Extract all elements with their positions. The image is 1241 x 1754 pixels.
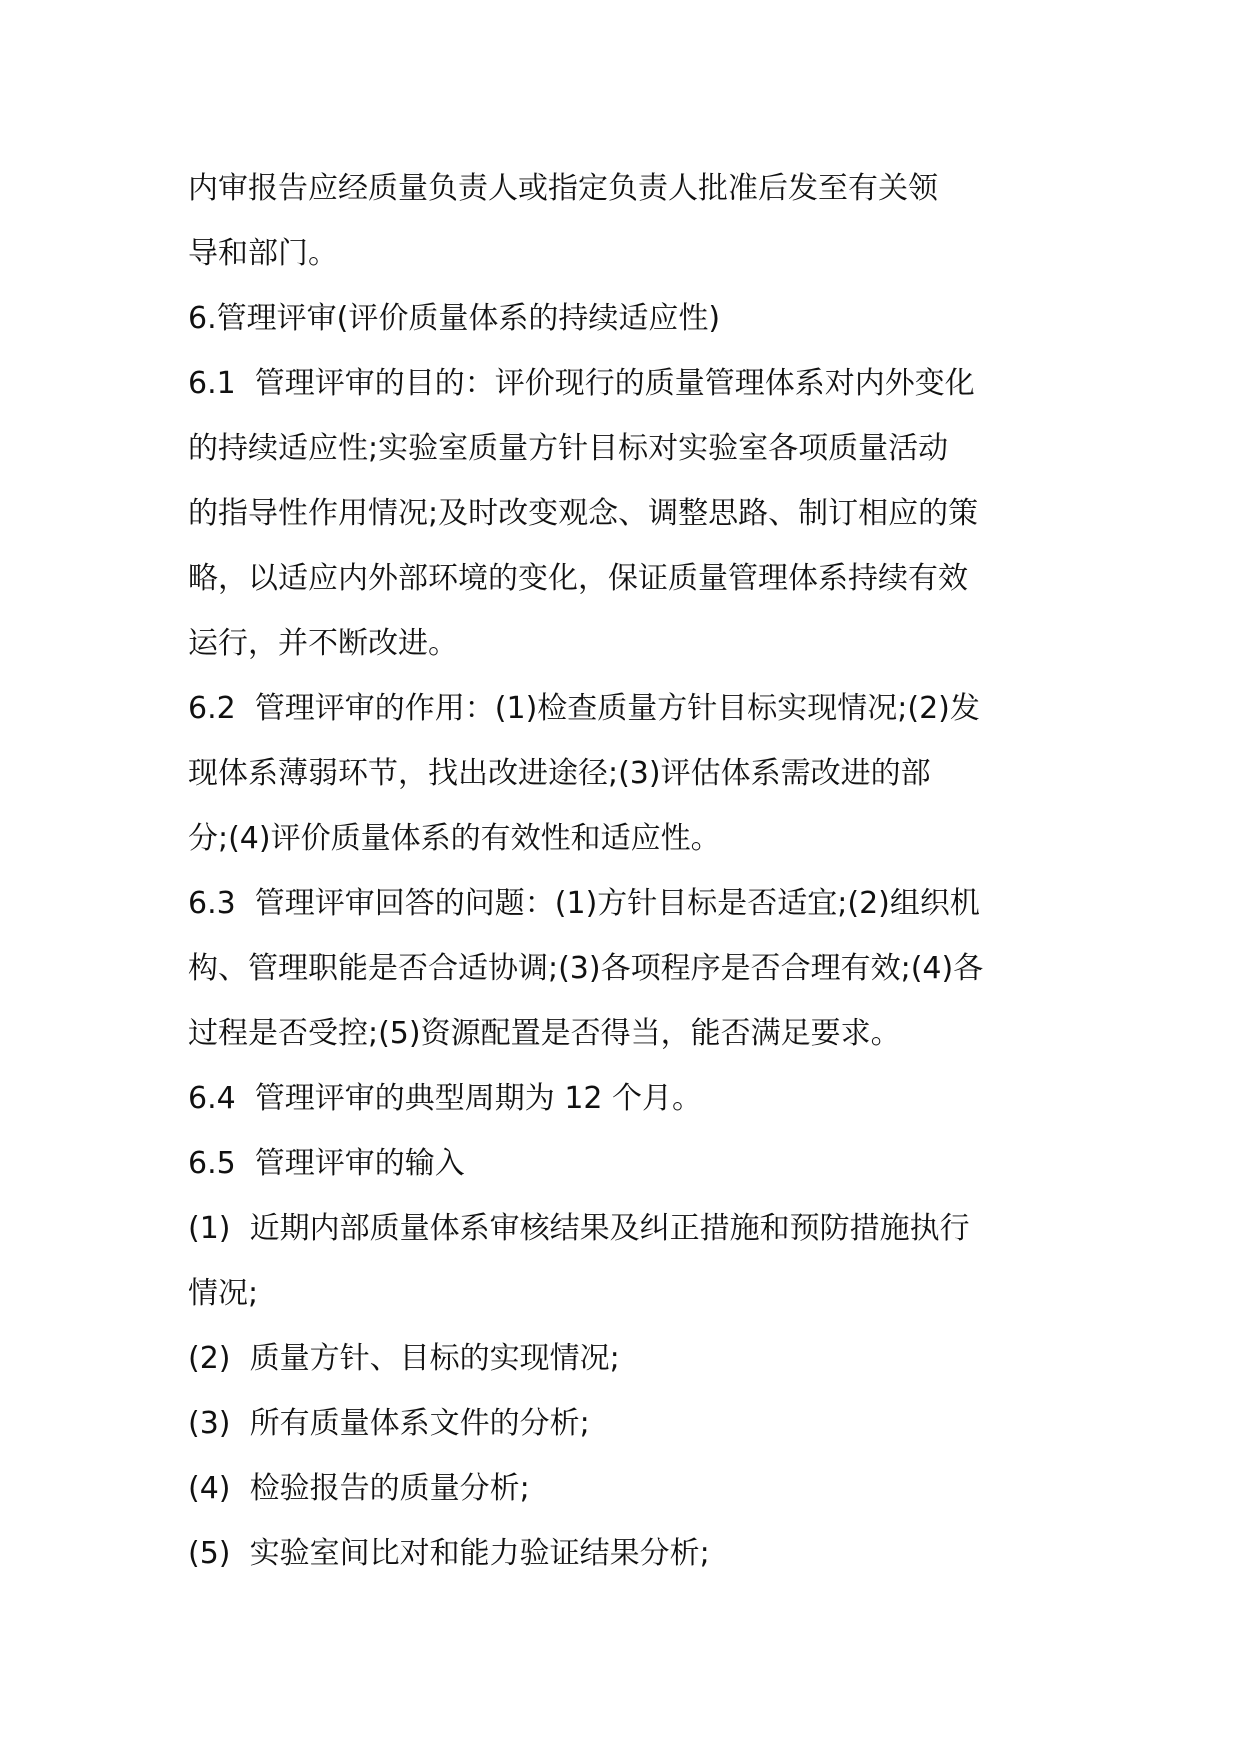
text-line-6-4: 6.4 管理评审的典型周期为 12 个月。	[188, 1081, 703, 1116]
text-line-6-2-a: 6.2 管理评审的作用：(1)检查质量方针目标实现情况;(2)发	[188, 691, 980, 726]
text-line-6-1-b: 的持续适应性;实验室质量方针目标对实验室各项质量活动	[188, 431, 949, 466]
text-line-6-1-c: 的指导性作用情况;及时改变观念、调整思路、制订相应的策	[188, 496, 979, 531]
text-line-6-2-c: 分;(4)评价质量体系的有效性和适应性。	[188, 821, 721, 856]
document-page	[188, 156, 1068, 1586]
text-line-6-1-a: 6.1 管理评审的目的：评价现行的质量管理体系对内外变化	[188, 366, 975, 401]
text-line-6-1-d: 略，以适应内外部环境的变化，保证质量管理体系持续有效	[188, 561, 968, 596]
text-line-6-2-b: 现体系薄弱环节，找出改进途径;(3)评估体系需改进的部	[188, 756, 931, 791]
list-item-5: (5) 实验室间比对和能力验证结果分析;	[188, 1536, 710, 1571]
text-line-6-1-e: 运行，并不断改进。	[188, 626, 458, 661]
section-heading-6: 6.管理评审(评价质量体系的持续适应性)	[188, 301, 721, 336]
list-item-1-a: (1) 近期内部质量体系审核结果及纠正措施和预防措施执行	[188, 1211, 970, 1246]
text-line-6-3-c: 过程是否受控;(5)资源配置是否得当，能否满足要求。	[188, 1016, 901, 1051]
list-item-2: (2) 质量方针、目标的实现情况;	[188, 1341, 620, 1376]
text-line-1: 内审报告应经质量负责人或指定负责人批准后发至有关领	[188, 171, 938, 206]
list-item-1-b: 情况;	[188, 1276, 259, 1311]
text-line-2: 导和部门。	[188, 236, 338, 271]
text-line-6-3-a: 6.3 管理评审回答的问题：(1)方针目标是否适宜;(2)组织机	[188, 886, 980, 921]
text-line-6-5: 6.5 管理评审的输入	[188, 1146, 465, 1181]
list-item-4: (4) 检验报告的质量分析;	[188, 1471, 530, 1506]
text-line-6-3-b: 构、管理职能是否合适协调;(3)各项程序是否合理有效;(4)各	[188, 951, 984, 986]
list-item-3: (3) 所有质量体系文件的分析;	[188, 1406, 590, 1441]
